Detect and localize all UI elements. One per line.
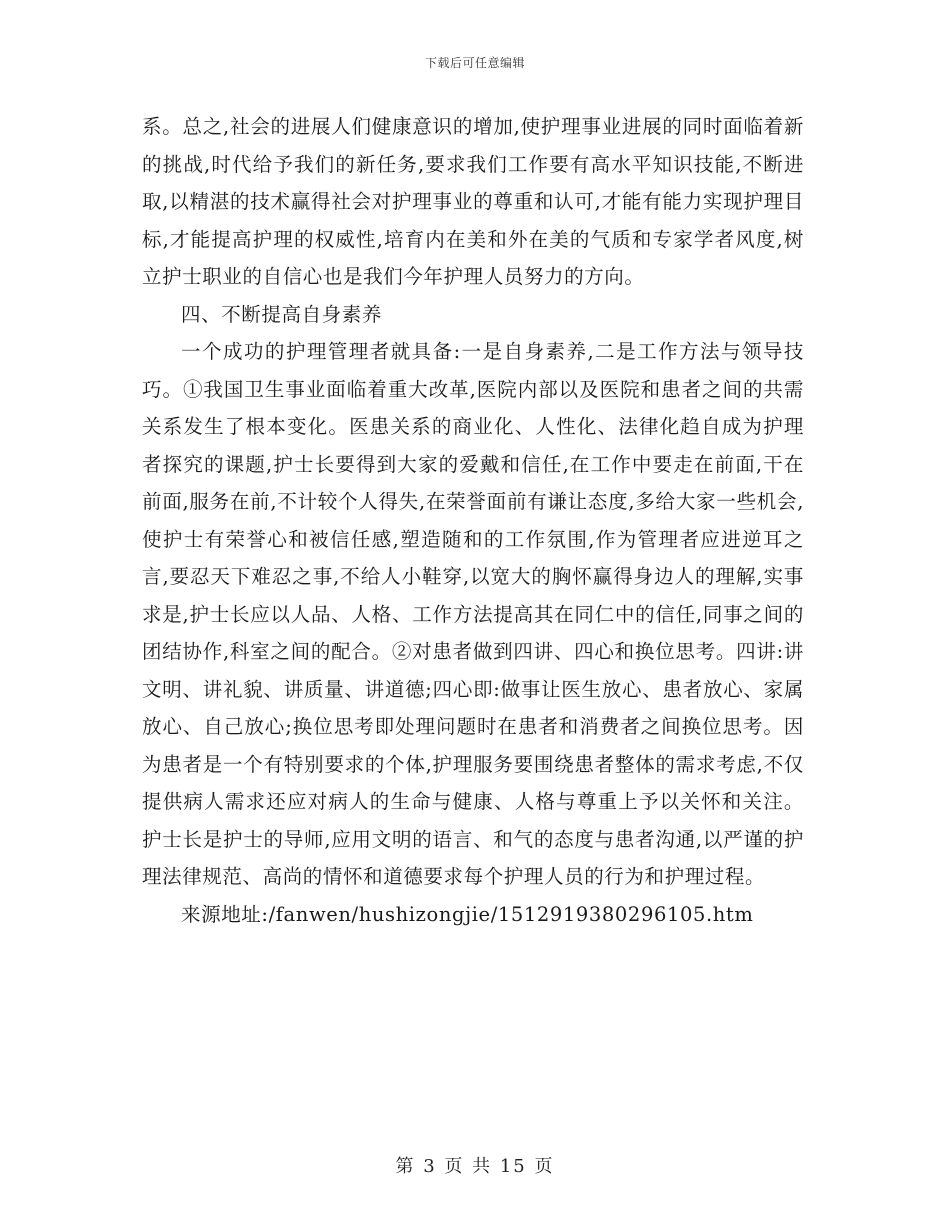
page-number: 第 3 页 共 15 页 xyxy=(395,1156,555,1177)
section-heading: 四、不断提高自身素养 xyxy=(181,302,383,326)
paragraph-continuation: 系。总之,社会的进展人们健康意识的增加,使护理事业进展的同时面临着新的挑战,时代给予我们的新任务,要求我们工作要有高水平知识技能,不断进取,以精湛的技术赢得社会对护理事业的尊重和认可,才能有能力实现护理目标,才能提高护理的权威性,培育内在美和外在美的气质和专家学者风度,树立护士职业的自信心也是我们今年护理人员努力的方向。 xyxy=(142,115,804,288)
body-text xyxy=(142,108,804,933)
source-address: 来源地址:/fanwen/hushizongjie/1512919380296105.htm xyxy=(181,902,754,926)
header-note: 下载后可任意编辑 xyxy=(424,56,525,70)
paragraph-main: 一个成功的护理管理者就具备:一是自身素养,二是工作方法与领导技巧。①我国卫生事业面临着重大改革,医院内部以及医院和患者之间的共需关系发生了根本变化。医患关系的商业化、人性化、法律化趋自成为护理者探究的课题,护士长要得到大家的爱戴和信任,在工作中要走在前面,干在前面,服务在前,不计较个人得失,在荣誉面前有谦让态度,多给大家一些机会,使护士有荣誉心和被信任感,塑造随和的工作氛围,作为管理者应进逆耳之言,要忍天下难忍之事,不给人小鞋穿,以宽大的胸怀赢得身边人的理解,实事求是,护士长应以人品、人格、工作方法提高其在同仁中的信任,同事之间的团结协作,科室之间的配合。②对患者做到四讲、四心和换位思考。四讲:讲文明、讲礼貌、讲质量、讲道德;四心即:做事让医生放心、患者放心、家属放心、自己放心;换位思考即处理问题时在患者和消费者之间换位思考。因为患者是一个有特别要求的个体,护理服务要围绕患者整体的需求考虑,不仅提供病人需求还应对病人的生命与健康、人格与尊重上予以关怀和关注。护士长是护士的导师,应用文明的语言、和气的态度与患者沟通,以严谨的护理法律规范、高尚的情怀和道德要求每个护理人员的行为和护理过程。 xyxy=(142,340,804,888)
